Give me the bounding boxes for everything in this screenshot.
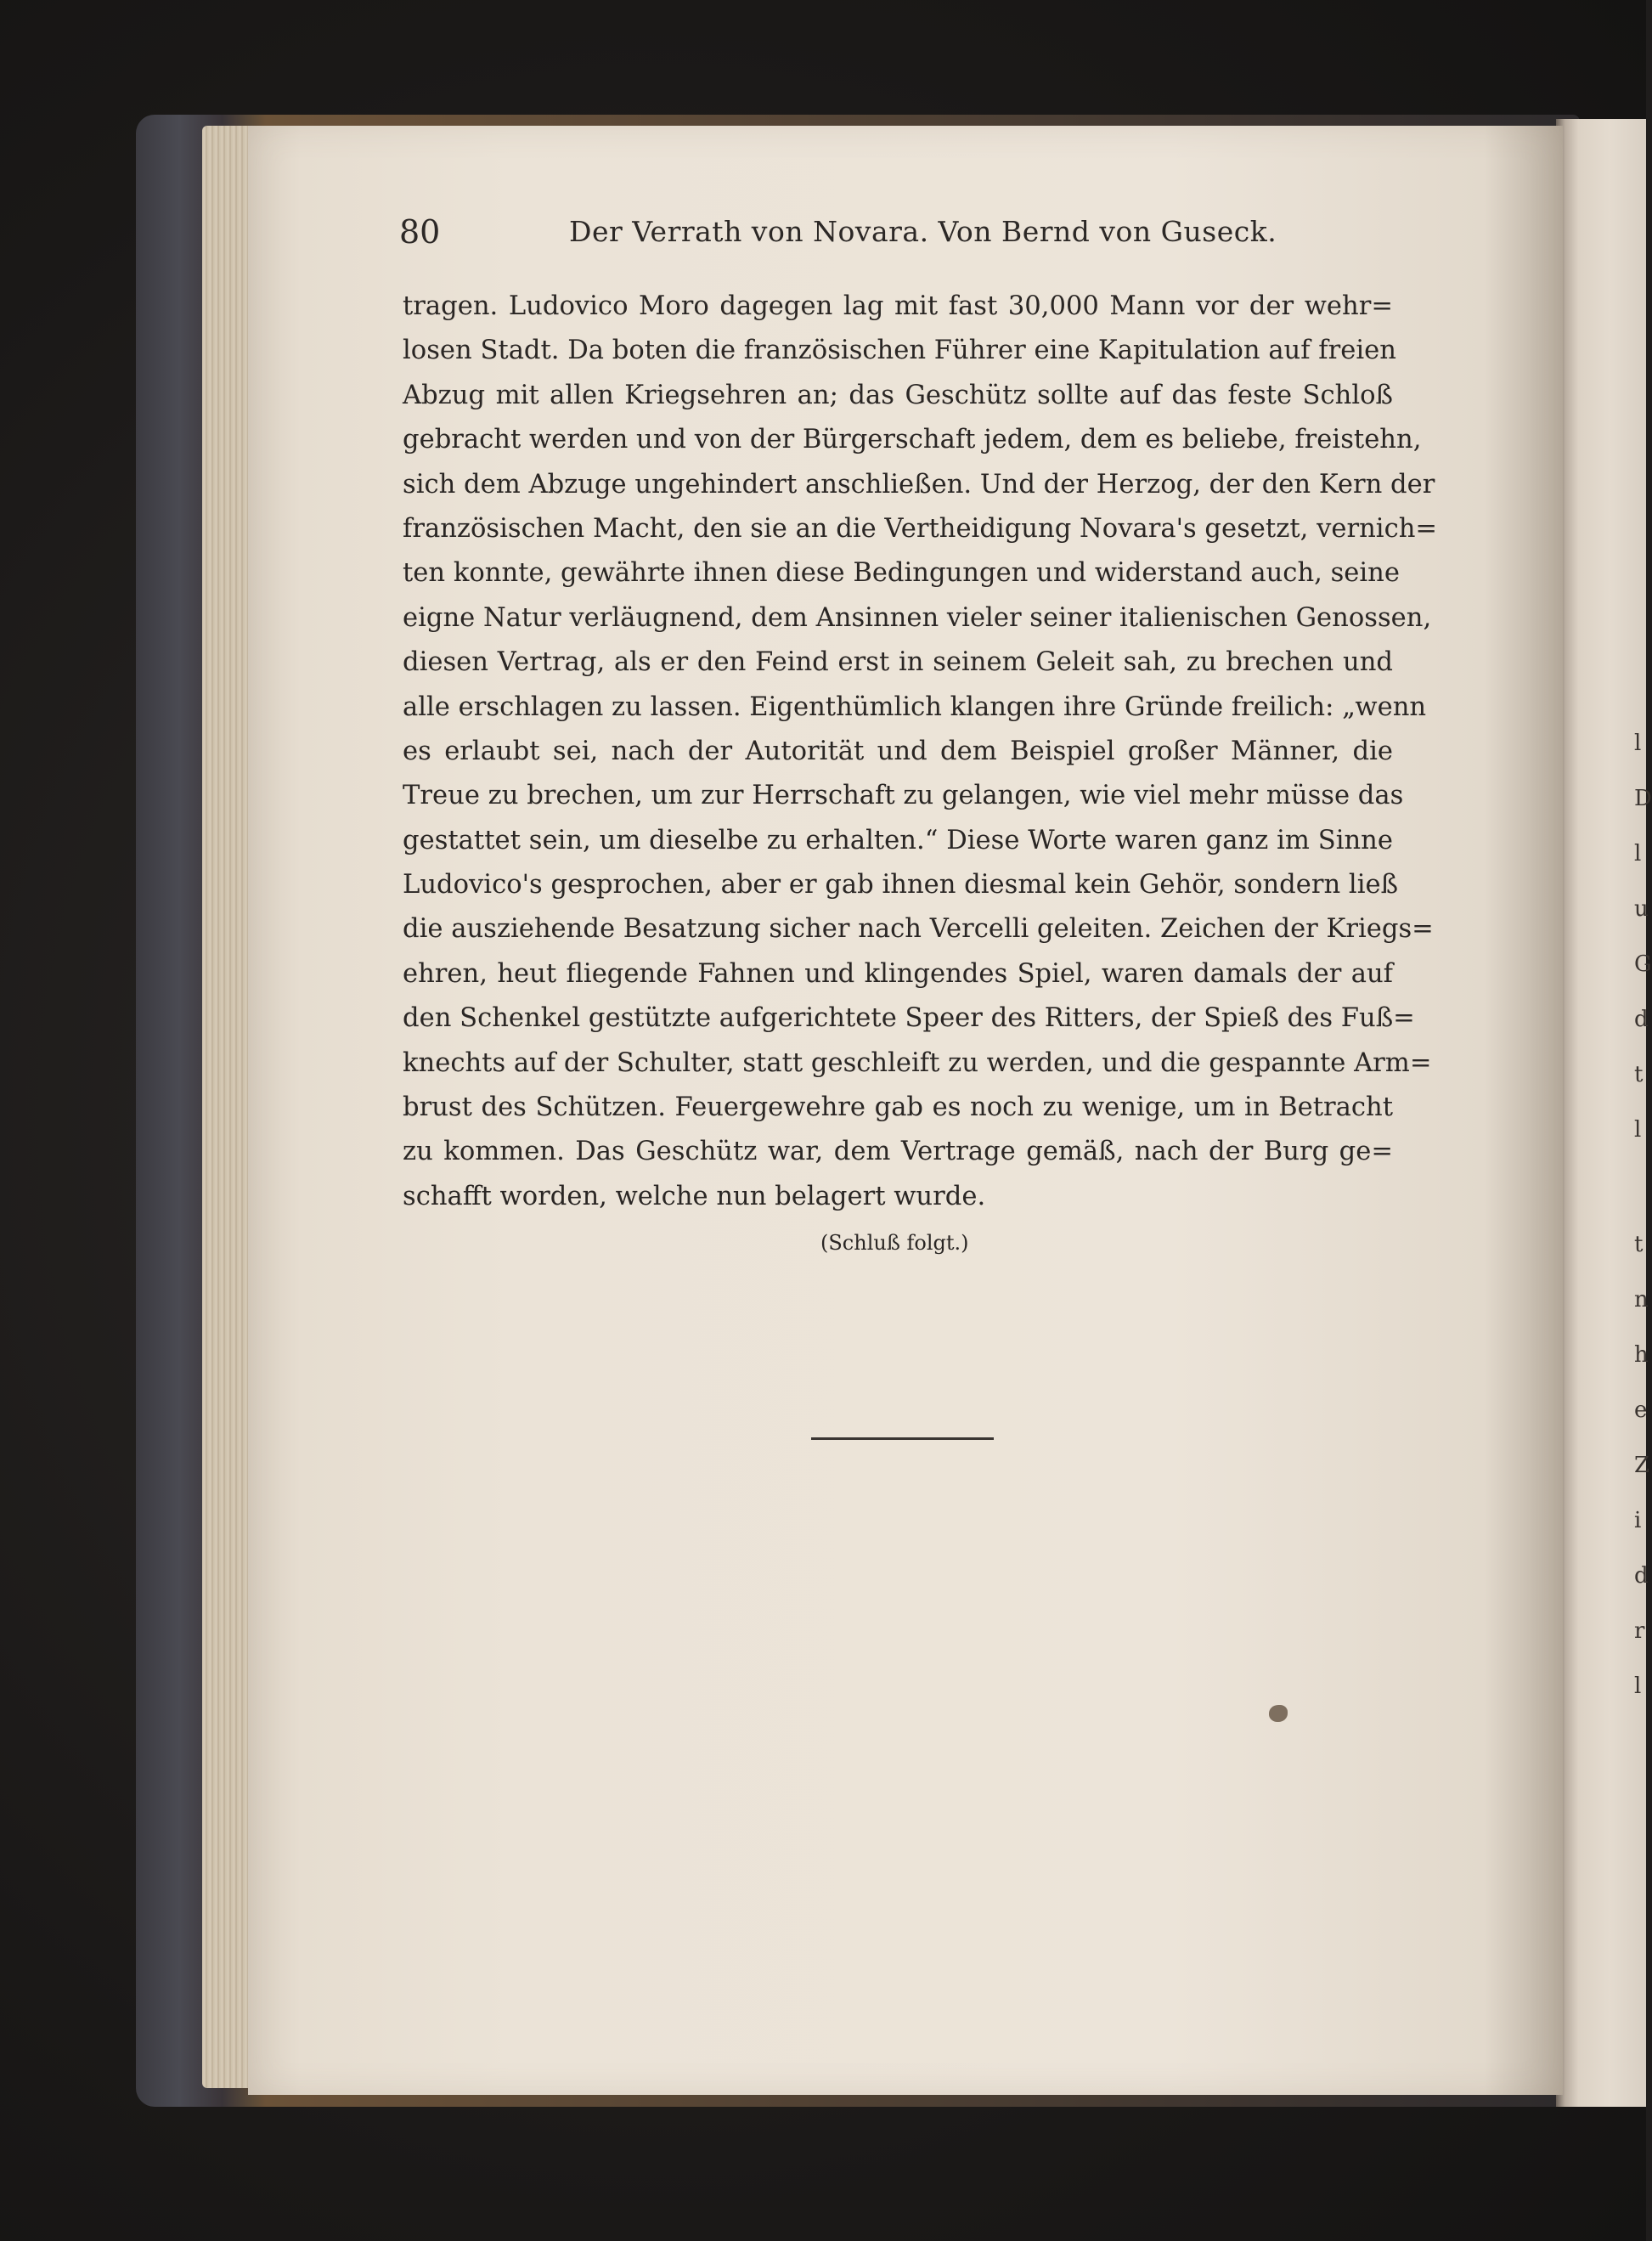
text-line: alle erschlagen zu lassen. Eigenthümlich klangen ihre Gründe freilich: „wenn [403,691,1427,722]
text-line: Abzug mit allen Kriegsehren an; das Geschütz sollte auf das feste Schloß [403,380,1393,410]
text-line: gestattet sein, um dieselbe zu erhalten.“ Diese Worte waren ganz im Sinne [403,825,1393,855]
text-line: ehren, heut fliegende Fahnen und klingendes Spiel, waren damals der auf [403,958,1393,989]
text-line: knechts auf der Schulter, statt geschleift zu werden, und die gespannte Arm= [403,1047,1432,1078]
next-page-fragment: Z [1634,1453,1650,1478]
next-page-fragment: r [1634,1618,1645,1644]
text-line: es erlaubt sei, nach der Autorität und dem Beispiel großer Männer, die [403,736,1393,766]
next-page-fragment: l [1634,1674,1642,1699]
next-page-fragment: l [1634,1117,1642,1143]
text-line: losen Stadt. Da boten die französischen Führer eine Kapitulation auf freien [403,336,1396,366]
running-head [399,208,1277,259]
text-line: Ludovico's gesprochen, aber er gab ihnen diesmal kein Gehör, sondern ließ [403,870,1399,900]
next-page-fragment: h [1634,1342,1649,1368]
text-line: diesen Vertrag, als er den Feind erst in seinem Geleit sah, zu brechen und [403,647,1393,678]
page-number: 80 [399,213,441,251]
next-page-fragment: n [1634,1287,1649,1312]
text-line: die ausziehende Besatzung sicher nach Vercelli geleiten. Zeichen der Kriegs= [403,914,1434,945]
next-page-fragment: t [1634,1232,1644,1257]
body-text [403,285,1438,1219]
text-line: gebracht werden und von der Bürgerschaft jedem, dem es beliebe, freistehn, [403,425,1422,455]
next-page-fragment: d [1634,1007,1649,1032]
next-page-fragment: G [1634,951,1652,977]
text-line: französischen Macht, den sie an die Vertheidigung Novara's gesetzt, vernich= [403,513,1438,544]
next-page-fragment: D [1634,786,1652,811]
text-line: zu kommen. Das Geschütz war, dem Vertrage gemäß, nach der Burg ge= [403,1137,1393,1167]
section-rule [811,1437,994,1440]
text-line: den Schenkel gestützte aufgerichtete Speer des Ritters, der Spieß des Fuß= [403,1003,1415,1034]
next-page-fragment: d [1634,1563,1649,1589]
text-line: eigne Natur verläugnend, dem Ansinnen vieler seiner italienischen Genossen, [403,602,1432,633]
closing-note: (Schluß folgt.) [820,1231,969,1255]
text-line: sich dem Abzuge ungehindert anschließen. Und der Herzog, der den Kern der [403,469,1435,500]
next-page-fragment: l [1634,731,1642,756]
next-page-fragment: i [1634,1508,1642,1533]
paper-stain [1269,1705,1288,1722]
running-title: Der Verrath von Novara. Von Bernd von Guseck. [569,215,1277,248]
next-page-fragment: t [1634,1062,1644,1087]
next-page-fragment: u [1634,896,1649,922]
text-line: brust des Schützen. Feuergewehre gab es noch zu wenige, um in Betracht [403,1092,1393,1123]
text-line: ten konnte, gewährte ihnen diese Bedingungen und widerstand auch, seine [403,558,1400,589]
text-line: schafft worden, welche nun belagert wurde. [403,1181,986,1211]
next-page-edge [1556,119,1652,2107]
next-page-fragment: e [1634,1397,1648,1423]
text-line: tragen. Ludovico Moro dagegen lag mit fast 30,000 Mann vor der wehr= [403,291,1393,321]
text-line: Treue zu brechen, um zur Herrschaft zu gelangen, wie viel mehr müsse das [403,781,1404,811]
page-edge-stack [202,126,253,2088]
next-page-fragment: l [1634,841,1642,866]
